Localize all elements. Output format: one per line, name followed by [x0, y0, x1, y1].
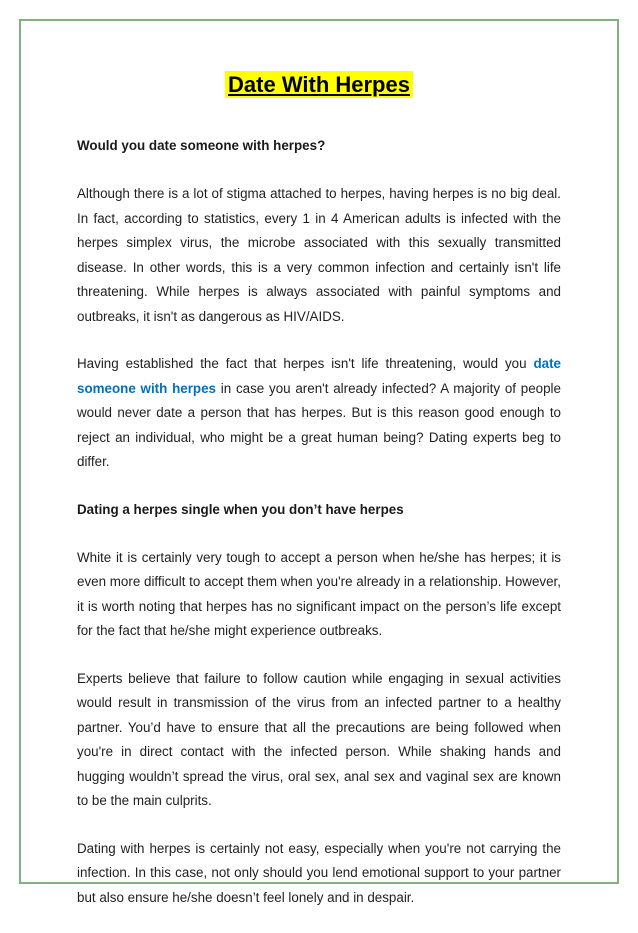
paragraph-tough-to-accept: White it is certainly very tough to accept a person when he/she has herpes; it is even more difficult to accept them when you're already in a relationship. However, it is worth noting that herpes has no significant impact on the person’s life except for the fact that he/she might experience outbreaks. — [77, 549, 561, 638]
paragraph-stigma: Although there is a lot of stigma attached to herpes, having herpes is no big deal. In fact, according to statistics, every 1 in 4 American adults is infected with the herpes simplex virus, the microbe associated with this sexually transmitted disease. In other words, this is a very common infection and certainly isn't life threatening. While herpes is always associated with painful symptoms and outbreaks, it isn't as dangerous as HIV/AIDS. — [77, 186, 561, 324]
paragraph-having-established-text-before: Having established the fact that herpes isn't life threatening, would you — [77, 356, 534, 371]
page-title-highlight: Date With Herpes — [225, 71, 413, 98]
paragraph-having-established — [77, 352, 561, 475]
paragraph-having-established-text-after: in case you aren't already infected? A majority of people would never date a person that has herpes. But is this reason good enough to reject an individual, who might be a great human being? Dating experts beg to differ. — [77, 380, 561, 469]
date-someone-with-herpes-link[interactable]: date someone with herpes — [77, 356, 561, 396]
section-heading-dating-herpes-single: Dating a herpes single when you don’t have herpes — [77, 501, 404, 517]
paragraph-dating-not-easy: Dating with herpes is certainly not easy, especially when you're not carrying the infection. In this case, not only should you lend emotional support to your partner but also ensure he/she doesn’t feel lonely and in despair. — [77, 840, 561, 905]
paragraph-experts-believe: Experts believe that failure to follow caution while engaging in sexual activities would result in transmission of the virus from an infected partner to a healthy partner. You’d have to ensure that all the precautions are being followed when you're in direct contact with the infected person. While shaking hands and hugging wouldn’t spread the virus, oral sex, anal sex and vaginal sex are known to be the main culprits. — [77, 670, 561, 808]
section-heading-would-you-date: Would you date someone with herpes? — [77, 138, 326, 153]
document-content — [77, 72, 561, 933]
page-title — [77, 72, 561, 98]
